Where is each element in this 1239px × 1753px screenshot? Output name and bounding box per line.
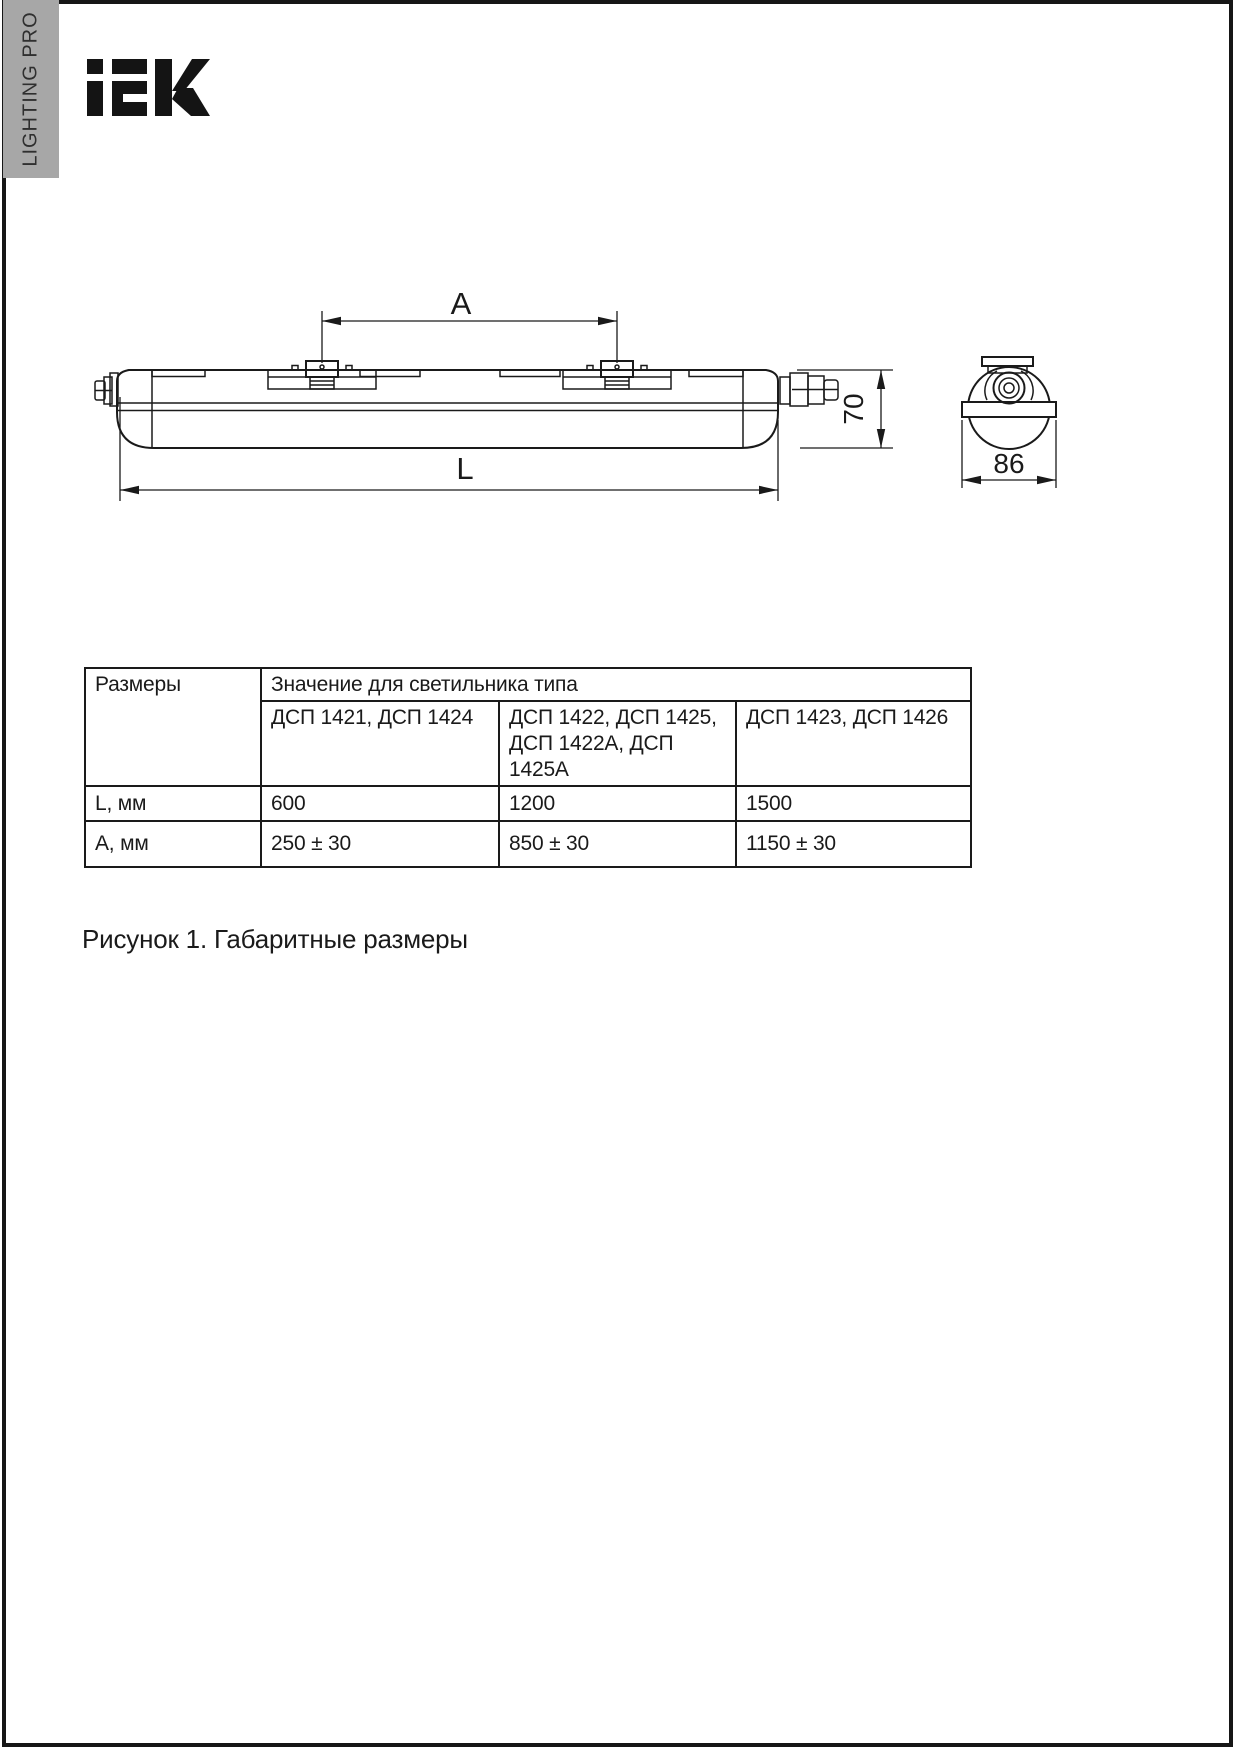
- dimension-86: [962, 420, 1056, 488]
- dim-70-label: 70: [838, 393, 869, 425]
- table-row: [85, 668, 971, 701]
- cell-a-1150: 1150 ± 30: [736, 821, 971, 867]
- figure-caption: Рисунок 1. Габаритные размеры: [82, 924, 468, 954]
- dim-86-label: 86: [993, 448, 1025, 479]
- dimension-a: [322, 286, 617, 363]
- cell-type-2: ДСП 1422, ДСП 1425, ДСП 1422А, ДСП 1425А: [499, 701, 736, 786]
- luminaire-front-view: [117, 370, 778, 448]
- cell-l-1200: 1200: [499, 786, 736, 821]
- cable-gland-right: [780, 373, 838, 406]
- cell-a-250: 250 ± 30: [261, 821, 499, 867]
- luminaire-end-view: [962, 357, 1056, 449]
- cell-l-label: L, мм: [85, 786, 261, 821]
- dimensions-table: [84, 667, 972, 868]
- cell-type-3: ДСП 1423, ДСП 1426: [736, 701, 971, 786]
- table-row: [85, 786, 971, 821]
- table-row: [85, 821, 971, 867]
- lighting-pro-label: LIGHTING PRO: [19, 11, 42, 167]
- cell-a-label: А, мм: [85, 821, 261, 867]
- dimension-70: [797, 370, 893, 448]
- dim-l-label: L: [456, 451, 474, 486]
- dim-a-label: A: [450, 286, 472, 321]
- cell-type-1: ДСП 1421, ДСП 1424: [261, 701, 499, 786]
- cell-l-600: 600: [261, 786, 499, 821]
- cable-gland-left: [95, 373, 118, 406]
- mounting-clip-right: [563, 361, 671, 389]
- cell-sizes-header: Размеры: [85, 668, 261, 786]
- cell-l-1500: 1500: [736, 786, 971, 821]
- cell-value-header: Значение для светильника типа: [261, 668, 971, 701]
- cell-a-850: 850 ± 30: [499, 821, 736, 867]
